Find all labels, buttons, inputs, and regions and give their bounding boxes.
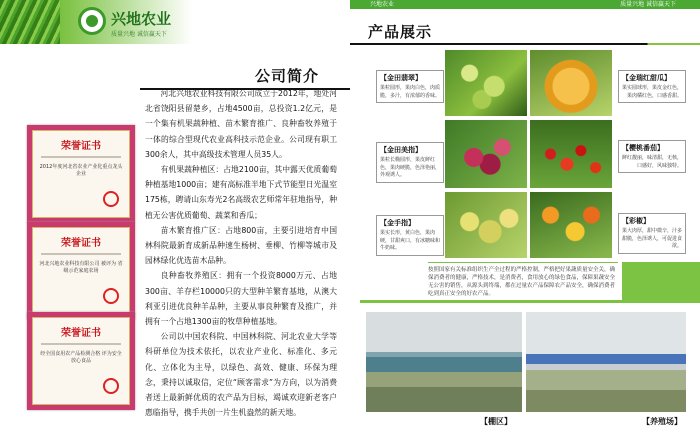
seal-icon (103, 288, 119, 304)
top-bar-brand: 兴地农业 (370, 1, 395, 8)
product-label (618, 213, 686, 254)
certificate-body: 2012年度河北省农业产业化重点龙头企业 (39, 164, 123, 177)
certificate-title: 荣誉证书 (61, 141, 101, 152)
product-description: 鲜红靓丽，味清甜，无核，口感好，风味独特。 (622, 155, 683, 169)
seal-icon (103, 191, 119, 207)
notice-divider (428, 262, 618, 263)
green-divider (360, 300, 700, 303)
product-description: 果粒圆形，果肉白色，肉质脆，多汁，有浓郁的香味。 (380, 85, 441, 99)
top-bar-slogan: 质量兴地 诚信赢天下 (620, 1, 676, 8)
quality-notice: 按照国家有关标准组织生产全过程的严格控制，严格把好果蔬质量安全关，确保消费者的健康，严格技术，是消费者，食用放心的绿色食品，保障果蔬安全无公害的销售，从源头到终端，都在过量农产品保障农产品安全，确保消费者吃到真正安全的好农产品。 (428, 267, 616, 297)
company-intro-text (145, 86, 337, 420)
certificate-body: 经全国食用农产品检测合格 评为安全放心食品 (40, 351, 122, 364)
company-slogan: 质量兴地 诚信赢天下 (111, 31, 167, 38)
section-title-company-intro: 公司简介 (255, 67, 320, 85)
intro-paragraph: 良种畜牧养殖区：拥有一个投资8000万元、占地300亩、羊存栏10000只的大型种羊繁育基地，从澳大利亚引进优良种羊品种，主要从事良种繁育及推广，并拥有一个占地1300亩的牧草种植基地。 (145, 271, 337, 327)
green-accent-panel (622, 262, 700, 302)
product-description: 果粒长椭圆形，果皮鲜红色，果肉硬脆，色泽艳丽，外观诱人。 (380, 157, 441, 178)
certificate-3 (27, 312, 135, 410)
product-name: 【金瑞红甜瓜】 (622, 74, 671, 82)
intro-paragraph: 有机果蔬种植区：占地2100亩，其中露天优质葡萄种植基地1000亩；建有高标准半地下式节能型日光温室175栋，聘请山东寿光2名高级农艺师常年驻地指导，种植无公害优质葡萄、蔬菜和香瓜； (145, 165, 337, 220)
product-description: 果大肉厚，甜中微辛，汁多甜脆，色泽诱人，可促进食欲。 (622, 228, 683, 249)
green-grape-photo (445, 50, 527, 116)
farm-caption: 【养殖场】 (642, 417, 682, 426)
red-grape-photo (445, 120, 527, 188)
certificate-title: 荣誉证书 (61, 328, 101, 339)
product-name: 【金田美指】 (380, 146, 422, 154)
melon-photo (530, 50, 612, 116)
certificate-title: 荣誉证书 (61, 238, 101, 249)
company-logo-icon (78, 7, 106, 35)
company-logo-text: 兴地农业 (111, 10, 172, 28)
right-page (350, 0, 700, 438)
cherry-tomato-photo (530, 120, 612, 188)
product-label (376, 215, 444, 256)
product-name: 【金田翡翠】 (380, 74, 422, 82)
product-name: 【彩椒】 (622, 217, 650, 225)
certificate-body: 河北兴地农业科技有限公司 被评为 省级示范家庭农场 (39, 261, 123, 274)
product-name: 【樱桃番茄】 (622, 144, 664, 152)
yellow-grape-photo (445, 192, 527, 258)
title-divider (350, 43, 700, 45)
seal-icon (103, 378, 119, 394)
intro-paragraph: 公司以中国农科院、中国林科院、河北农业大学等科研单位为技术依托，以农业产业化、标准化、多元化、立体化为主导，以绿色、高效、健康、环保为理念，秉持以诚取信，定位“顾客需求”为方向，以为消费者送上最新鲜优质的农产品为目标，竭诚欢迎新老客户惠临指导，携手共创一片生机盎然的新天地。 (145, 332, 337, 418)
product-description: 果实长形，黄白色，果肉硬，甘甜爽口，有冰糖味和牛奶味。 (380, 230, 441, 251)
greenhouse-photo (366, 312, 522, 412)
product-label (376, 70, 444, 103)
intro-paragraph: 苗木繁育推广区：占地800亩，主要引进培育中国林科院最新育成新品种速生杨树、垂柳、竹柳等城市及园林绿化优选苗木品种。 (145, 225, 337, 266)
bell-pepper-photo (530, 192, 612, 258)
product-label (376, 142, 444, 183)
greenhouse-caption: 【棚区】 (480, 417, 512, 426)
certificate-divider (41, 253, 121, 255)
livestock-farm-photo (526, 312, 686, 412)
product-description: 果实圆球形，果皮金红色，果肉橘红色，口感香甜。 (622, 85, 683, 99)
product-name: 【金手指】 (380, 219, 415, 227)
section-title-products: 产品展示 (368, 23, 433, 41)
product-label (618, 70, 686, 103)
intro-paragraph: 河北兴地农业科技有限公司成立于2012年，地处河北省饶阳县留楚乡，占地4500亩，总投资1.2亿元，是一个集有机果蔬种植、苗木繁育推广、良种畜牧养殖于一体的综合型现代农业高科技示范企业。公司现有职工300余人，其中高级技术管理人员35人。 (145, 89, 337, 159)
certificate-1 (27, 125, 135, 223)
certificate-divider (41, 343, 121, 345)
certificate-2 (27, 222, 135, 320)
certificate-divider (41, 156, 121, 158)
leaf-decoration-image (0, 0, 60, 44)
product-label (618, 140, 686, 173)
